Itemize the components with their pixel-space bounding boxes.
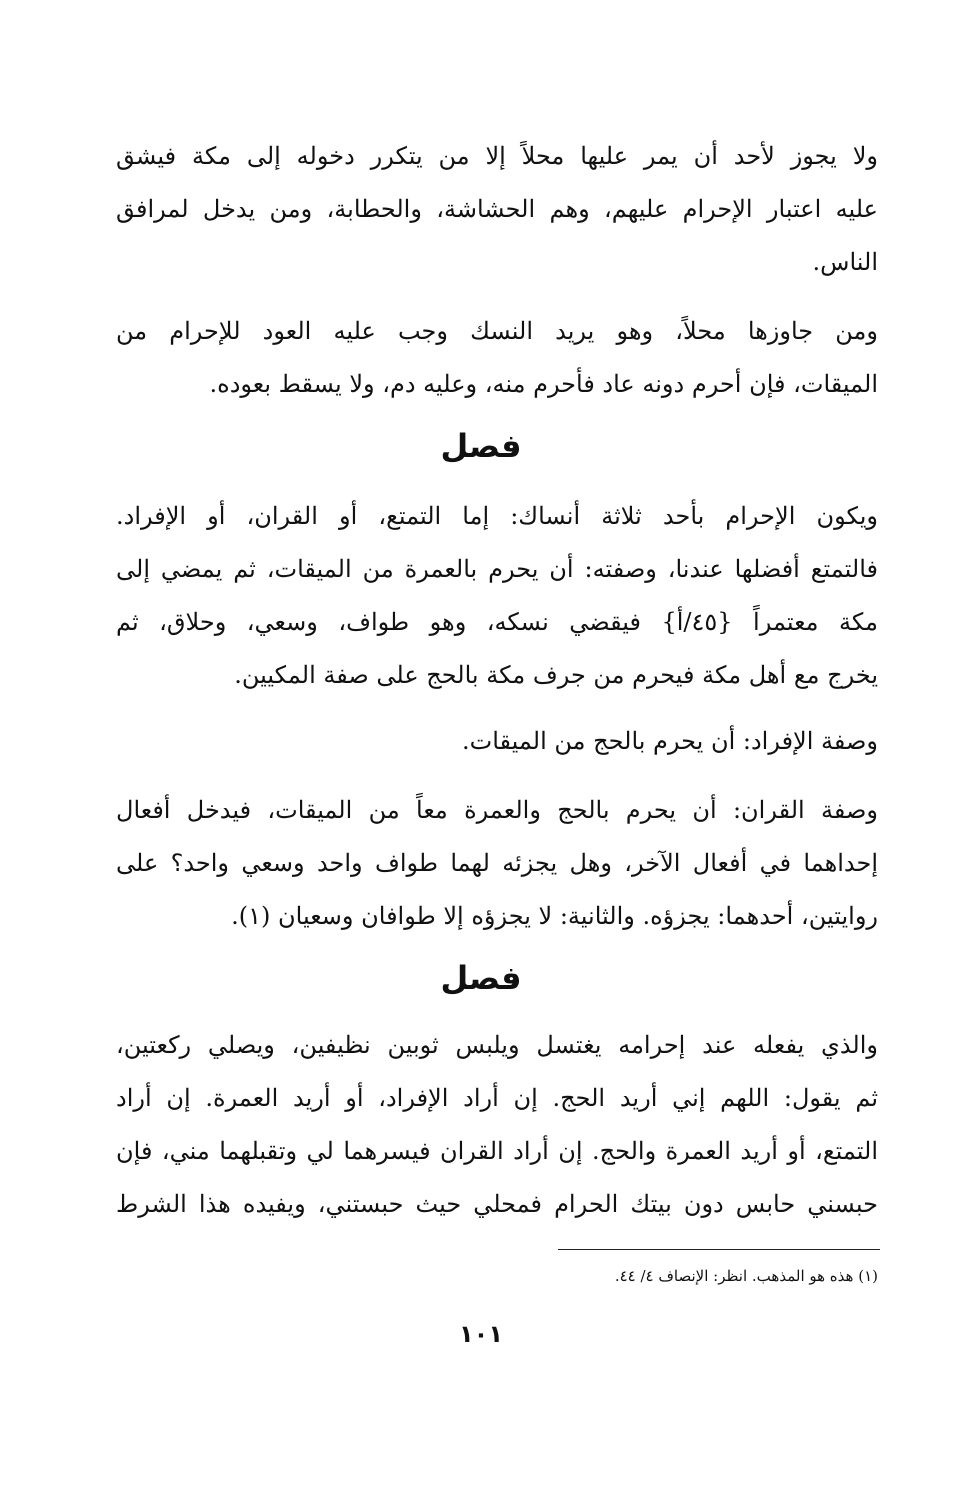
text-line: يخرج مع أهل مكة فيحرم من جرف مكة بالحج على صفة المكيين.: [234, 661, 878, 689]
section-heading: فصل: [440, 427, 522, 465]
text-line: والذي يفعله عند إحرامه يغتسل ويلبس ثوبين نظيفين، ويصلي ركعتين،: [116, 1031, 878, 1059]
section-heading: فصل: [440, 959, 522, 997]
text-line: ثم يقول: اللهم إني أريد الحج. إن أراد الإفراد، أو أريد العمرة. إن أراد: [116, 1084, 878, 1112]
text-line: ويكون الإحرام بأحد ثلاثة أنساك: إما التمتع، أو القران، أو الإفراد.: [116, 502, 878, 530]
text-line: حبسني حابس دون بيتك الحرام فمحلي حيث حبستني، ويفيده هذا الشرط: [116, 1190, 878, 1218]
footnote: (١) هذه هو المذهب. انظر: الإنصاف ٤/ ٤٤.: [614, 1267, 878, 1285]
text-line: وصفة القران: أن يحرم بالحج والعمرة معاً من الميقات، فيدخل أفعال: [116, 796, 878, 824]
text-line: الميقات، فإن أحرم دونه عاد فأحرم منه، وعليه دم، ولا يسقط بعوده.: [209, 370, 878, 398]
footnote-divider: [558, 1249, 880, 1250]
text-line: التمتع، أو أريد العمرة والحج. إن أراد القران فيسرهما لي وتقبلهما مني، فإن: [116, 1137, 878, 1165]
text-line: عليه اعتبار الإحرام عليهم، وهم الحشاشة، والحطابة، ومن يدخل لمرافق: [116, 195, 878, 223]
text-line: فالتمتع أفضلها عندنا، وصفته: أن يحرم بالعمرة من الميقات، ثم يمضي إلى: [116, 555, 878, 583]
text-line: مكة معتمراً {٤٥/أ} فيقضي نسكه، وهو طواف، وسعي، وحلاق، ثم: [116, 608, 878, 636]
text-line: وصفة الإفراد: أن يحرم بالحج من الميقات.: [461, 727, 878, 755]
page-number: ١٠١: [459, 1320, 503, 1348]
text-line: الناس.: [812, 248, 878, 276]
text-line: ولا يجوز لأحد أن يمر عليها محلاً إلا من يتكرر دخوله إلى مكة فيشق: [116, 142, 878, 170]
text-line: روايتين، أحدهما: يجزؤه. والثانية: لا يجزؤه إلا طوافان وسعيان (١).: [231, 902, 878, 930]
text-line: ومن جاوزها محلاً، وهو يريد النسك وجب عليه العود للإحرام من: [116, 317, 878, 345]
text-line: إحداهما في أفعال الآخر، وهل يجزئه لهما طواف واحد وسعي واحد؟ على: [116, 849, 878, 877]
